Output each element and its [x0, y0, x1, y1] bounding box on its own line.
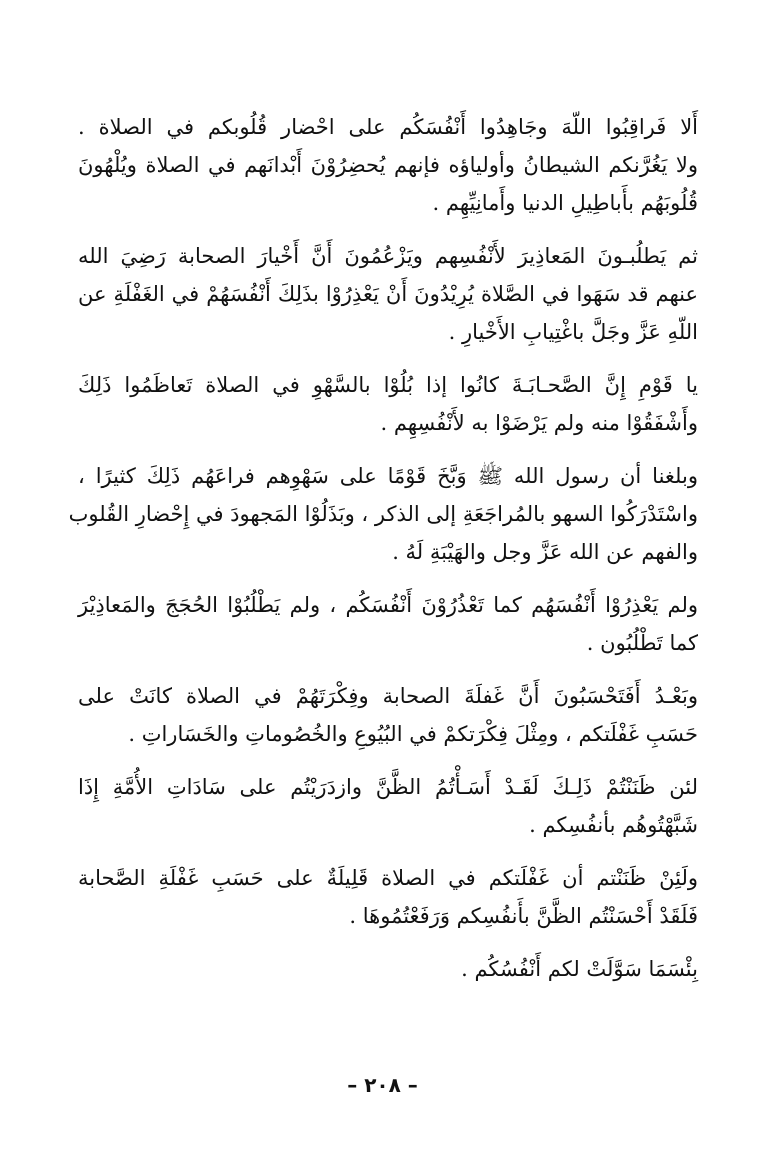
- text-line: ثم يَطلُبـونَ المَعاذِيرَ لأَنْفُسِهم ويَزْعُمُونَ أَنَّ أَخْيارَ الصحابة رَضِيَ الله: [78, 244, 698, 268]
- paragraph: [78, 677, 698, 753]
- text-line: ولم يَعْذِرُوْا أَنْفُسَهُم كما تَعْذُرُوْنَ أَنْفُسَكُم ، ولم يَطْلُبُوْا الحُجَجَ والمَعاذِيْرَ: [78, 593, 698, 617]
- text-line: ولَئِنْ ظَنَنْتم أن غَفْلَتكم في الصلاة قَلِيلَةٌ على حَسَبِ غَفْلَةِ الصَّحابة: [78, 866, 698, 890]
- text-line: اللّهِ عَزَّ وجَلَّ باغْتِيابِ الأَخْيارِ .: [448, 320, 698, 344]
- paragraph: [78, 108, 698, 222]
- text-line: كما تَطْلُبُون .: [586, 631, 698, 655]
- paragraph: [78, 366, 698, 442]
- page-number: – ٢٠٨ –: [347, 1073, 418, 1097]
- paragraph: [68, 457, 698, 571]
- text-line: شَبَّهْتُوهُم بأنفُسِكم .: [529, 813, 698, 837]
- text-line: لئن ظَنَنْتُمْ ذَلِـكَ لَقَـدْ أَسَـأْتُمُ الظَّنَّ وازدَرَيْتُم على سَادَاتِ الأُمَّةِ إِذَا: [78, 775, 698, 799]
- text-line: بِئْسَمَا سَوَّلَتْ لكم أَنْفُسُكُم .: [461, 957, 698, 981]
- text-line: ولا يَغُرَّنكم الشيطانُ وأولياؤه فإنهم يُحضِرُوْنَ أَبْدانَهم في الصلاة ويُلْهُونَ: [78, 153, 698, 177]
- text-line: فَلَقَدْ أَحْسَنْتُم الظَّنَّ بأَنفُسِكم وَرَفَعْتُمُوهَا .: [349, 904, 698, 928]
- paragraph: [78, 950, 698, 988]
- text-line: وأَشْفَقُوْا منه ولم يَرْضَوْا به لأَنْفُسِهِم .: [380, 411, 698, 435]
- text-line: وبلغنا أن رسول الله ﷺ وَبَّخَ قَوْمًا على سَهْوِهم فراعَهُم ذَلِكَ كثيرًا ،: [78, 464, 698, 488]
- text-line: يا قَوْمِ إِنَّ الصَّحـابَـةَ كانُوا إذا بُلُوْا بالسَّهْوِ في الصلاة تَعاظَمُوا ذَلِكَ: [78, 373, 698, 397]
- text-line: حَسَبِ غَفْلَتكم ، ومِثْلَ فِكْرَتكمْ في البُيُوعِ والخُصُوماتِ والخَسَاراتِ .: [128, 722, 698, 746]
- paragraph: [78, 237, 698, 351]
- text-line: قُلُوبَهُم بأَباطِيلِ الدنيا وأَمانِيِّهِم .: [432, 191, 698, 215]
- text-line: والفهم عن الله عَزَّ وجل والهَيْبَةِ لَهُ .: [392, 540, 698, 564]
- text-line: واسْتَدْرَكُوا السهو بالمُراجَعَةِ إلى الذكر ، وبَذَلُوْا المَجهودَ في إِحْضارِ القُلوب: [68, 502, 698, 526]
- paragraph: [78, 859, 698, 935]
- page-body: [68, 108, 698, 1003]
- text-line: وبَعْـدُ أَفَتَحْسَبُونَ أَنَّ غَفلَةَ الصحابة وفِكْرَتَهُمْ في الصلاة كانَتْ على: [78, 684, 698, 708]
- text-line: أَلا فَراقِبُوا اللّهَ وجَاهِدُوا أَنْفُسَكُم على احْضار قُلُوبكم في الصلاة .: [78, 115, 698, 139]
- paragraph: [78, 768, 698, 844]
- text-line: عنهم قد سَهَوا في الصَّلاة يُرِيْدُونَ أَنْ يَعْذِرُوْا بذَلِكَ أَنْفُسَهُمْ في الغَفْلَةِ عن: [78, 282, 698, 306]
- paragraph: [78, 586, 698, 662]
